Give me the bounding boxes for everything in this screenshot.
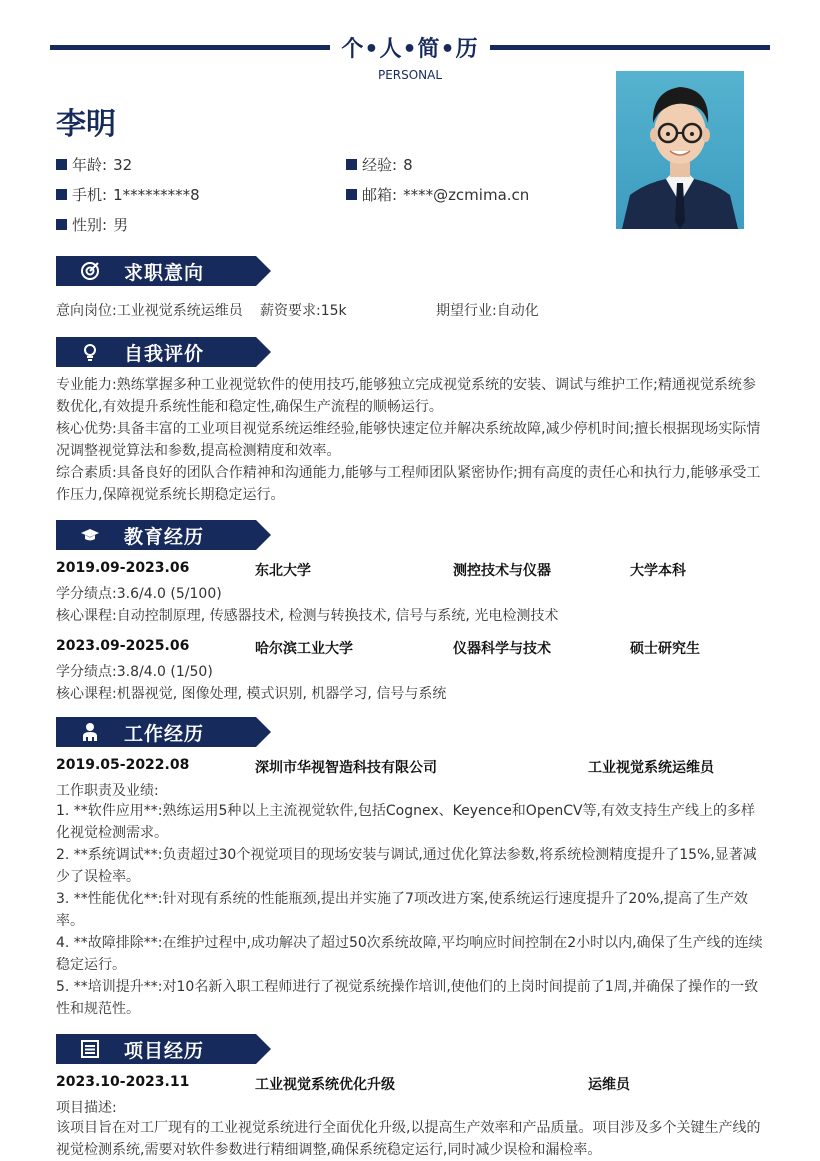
info-age: 年龄: 32	[56, 154, 132, 175]
edu-period: 2023.09-2025.06	[56, 638, 190, 654]
edu-degree: 大学本科	[630, 563, 686, 579]
section-title: 教育经历	[124, 526, 205, 548]
person-icon	[80, 722, 100, 742]
info-experience: 经验: 8	[346, 154, 413, 175]
work-company: 深圳市华视智造科技有限公司	[255, 760, 437, 776]
section-title: 求职意向	[124, 262, 205, 284]
profile-photo	[616, 71, 744, 229]
info-email: 邮箱: ****@zcmima.cn	[346, 184, 529, 205]
graduation-cap-icon	[80, 525, 100, 545]
project-role: 运维员	[588, 1077, 630, 1093]
edu-courses: 核心课程:机器视觉, 图像处理, 模式识别, 机器学习, 信号与系统	[56, 686, 447, 702]
self-eval-item: 专业能力:熟练掌握多种工业视觉软件的使用技巧,能够独立完成视觉系统的安装、调试与维护工作;精通视觉系统参数优化,有效提升系统性能和稳定性,确保生产流程的顺畅运行。	[56, 377, 756, 415]
work-item: 1. **软件应用**:熟练运用5种以上主流视觉软件,包括Cognex、Keyence和OpenCV等,有效支持生产线上的多样化视觉检测需求。	[56, 803, 756, 841]
info-gender: 性别: 男	[56, 214, 128, 235]
resume-subtitle: PERSONAL	[377, 68, 443, 82]
section-header-job-intent	[56, 256, 271, 286]
header-rule-left	[50, 45, 330, 50]
bulb-icon	[80, 342, 100, 362]
header-rule-right	[490, 45, 770, 50]
bullet-square	[56, 159, 67, 170]
bullet-square	[346, 189, 357, 200]
bullet-square	[56, 189, 67, 200]
self-eval-item: 综合素质:具备良好的团队合作精神和沟通能力,能够与工程师团队紧密协作;拥有高度的责任心和执行力,能够承受工作压力,保障视觉系统长期稳定运行。	[56, 465, 761, 503]
work-period: 2019.05-2022.08	[56, 757, 190, 773]
resume-title: 个•人•简•历	[341, 37, 479, 62]
work-item: 3. **性能优化**:针对现有系统的性能瓶颈,提出并实施了7项改进方案,使系统运行速度提升了20%,提高了生产效率。	[56, 891, 748, 929]
edu-gpa: 学分绩点:3.8/4.0 (1/50)	[56, 664, 213, 680]
section-header-work	[56, 717, 271, 747]
bullet-square	[346, 159, 357, 170]
edu-courses: 核心课程:自动控制原理, 传感器技术, 检测与转换技术, 信号与系统, 光电检测技术	[56, 608, 559, 624]
work-item: 5. **培训提升**:对10名新入职工程师进行了视觉系统操作培训,使他们的上岗时间提前了1周,并确保了操作的一致性和规范性。	[56, 979, 759, 1017]
edu-school: 东北大学	[255, 563, 311, 579]
edu-school: 哈尔滨工业大学	[255, 641, 353, 657]
project-desc-label: 项目描述:	[56, 1100, 117, 1116]
work-item: 2. **系统调试**:负责超过30个视觉项目的现场安装与调试,通过优化算法参数,将系统检测精度提升了15%,显著减少了误检率。	[56, 847, 757, 885]
project-name: 工业视觉系统优化升级	[255, 1077, 395, 1093]
target-icon	[80, 261, 100, 281]
section-header-project	[56, 1034, 271, 1064]
edu-period: 2019.09-2023.06	[56, 560, 190, 576]
work-role: 工业视觉系统运维员	[588, 760, 714, 776]
project-description: 该项目旨在对工厂现有的工业视觉系统进行全面优化升级,以提高生产效率和产品质量。项目涉及多个关键生产线的视觉检测系统,需要对软件参数进行精细调整,确保系统稳定运行,同时减少误检和漏检率。	[56, 1120, 761, 1158]
info-phone: 手机: 1*********8	[56, 184, 200, 205]
edu-gpa: 学分绩点:3.6/4.0 (5/100)	[56, 586, 222, 602]
section-header-education	[56, 520, 271, 550]
edu-degree: 硕士研究生	[630, 641, 700, 657]
list-icon	[80, 1039, 100, 1059]
edu-major: 测控技术与仪器	[453, 563, 551, 579]
project-period: 2023.10-2023.11	[56, 1074, 190, 1090]
self-eval-item: 核心优势:具备丰富的工业项目视觉系统运维经验,能够快速定位并解决系统故障,减少停机时间;擅长根据现场实际情况调整视觉算法和参数,提高检测精度和效率。	[56, 421, 761, 459]
work-intro: 工作职责及业绩:	[56, 783, 159, 799]
section-header-self-evaluation	[56, 337, 271, 367]
work-item: 4. **故障排除**:在维护过程中,成功解决了超过50次系统故障,平均响应时间控制在2小时以内,确保了生产线的连续稳定运行。	[56, 935, 763, 973]
section-title: 项目经历	[124, 1040, 205, 1062]
candidate-name: 李明	[56, 107, 116, 142]
intent-industry: 期望行业:自动化	[436, 303, 539, 319]
bullet-square	[56, 219, 67, 230]
intent-salary: 薪资要求:15k	[260, 303, 347, 319]
section-title: 自我评价	[124, 343, 205, 365]
intent-position: 意向岗位:工业视觉系统运维员	[56, 303, 243, 319]
edu-major: 仪器科学与技术	[453, 641, 551, 657]
section-title: 工作经历	[124, 723, 205, 745]
